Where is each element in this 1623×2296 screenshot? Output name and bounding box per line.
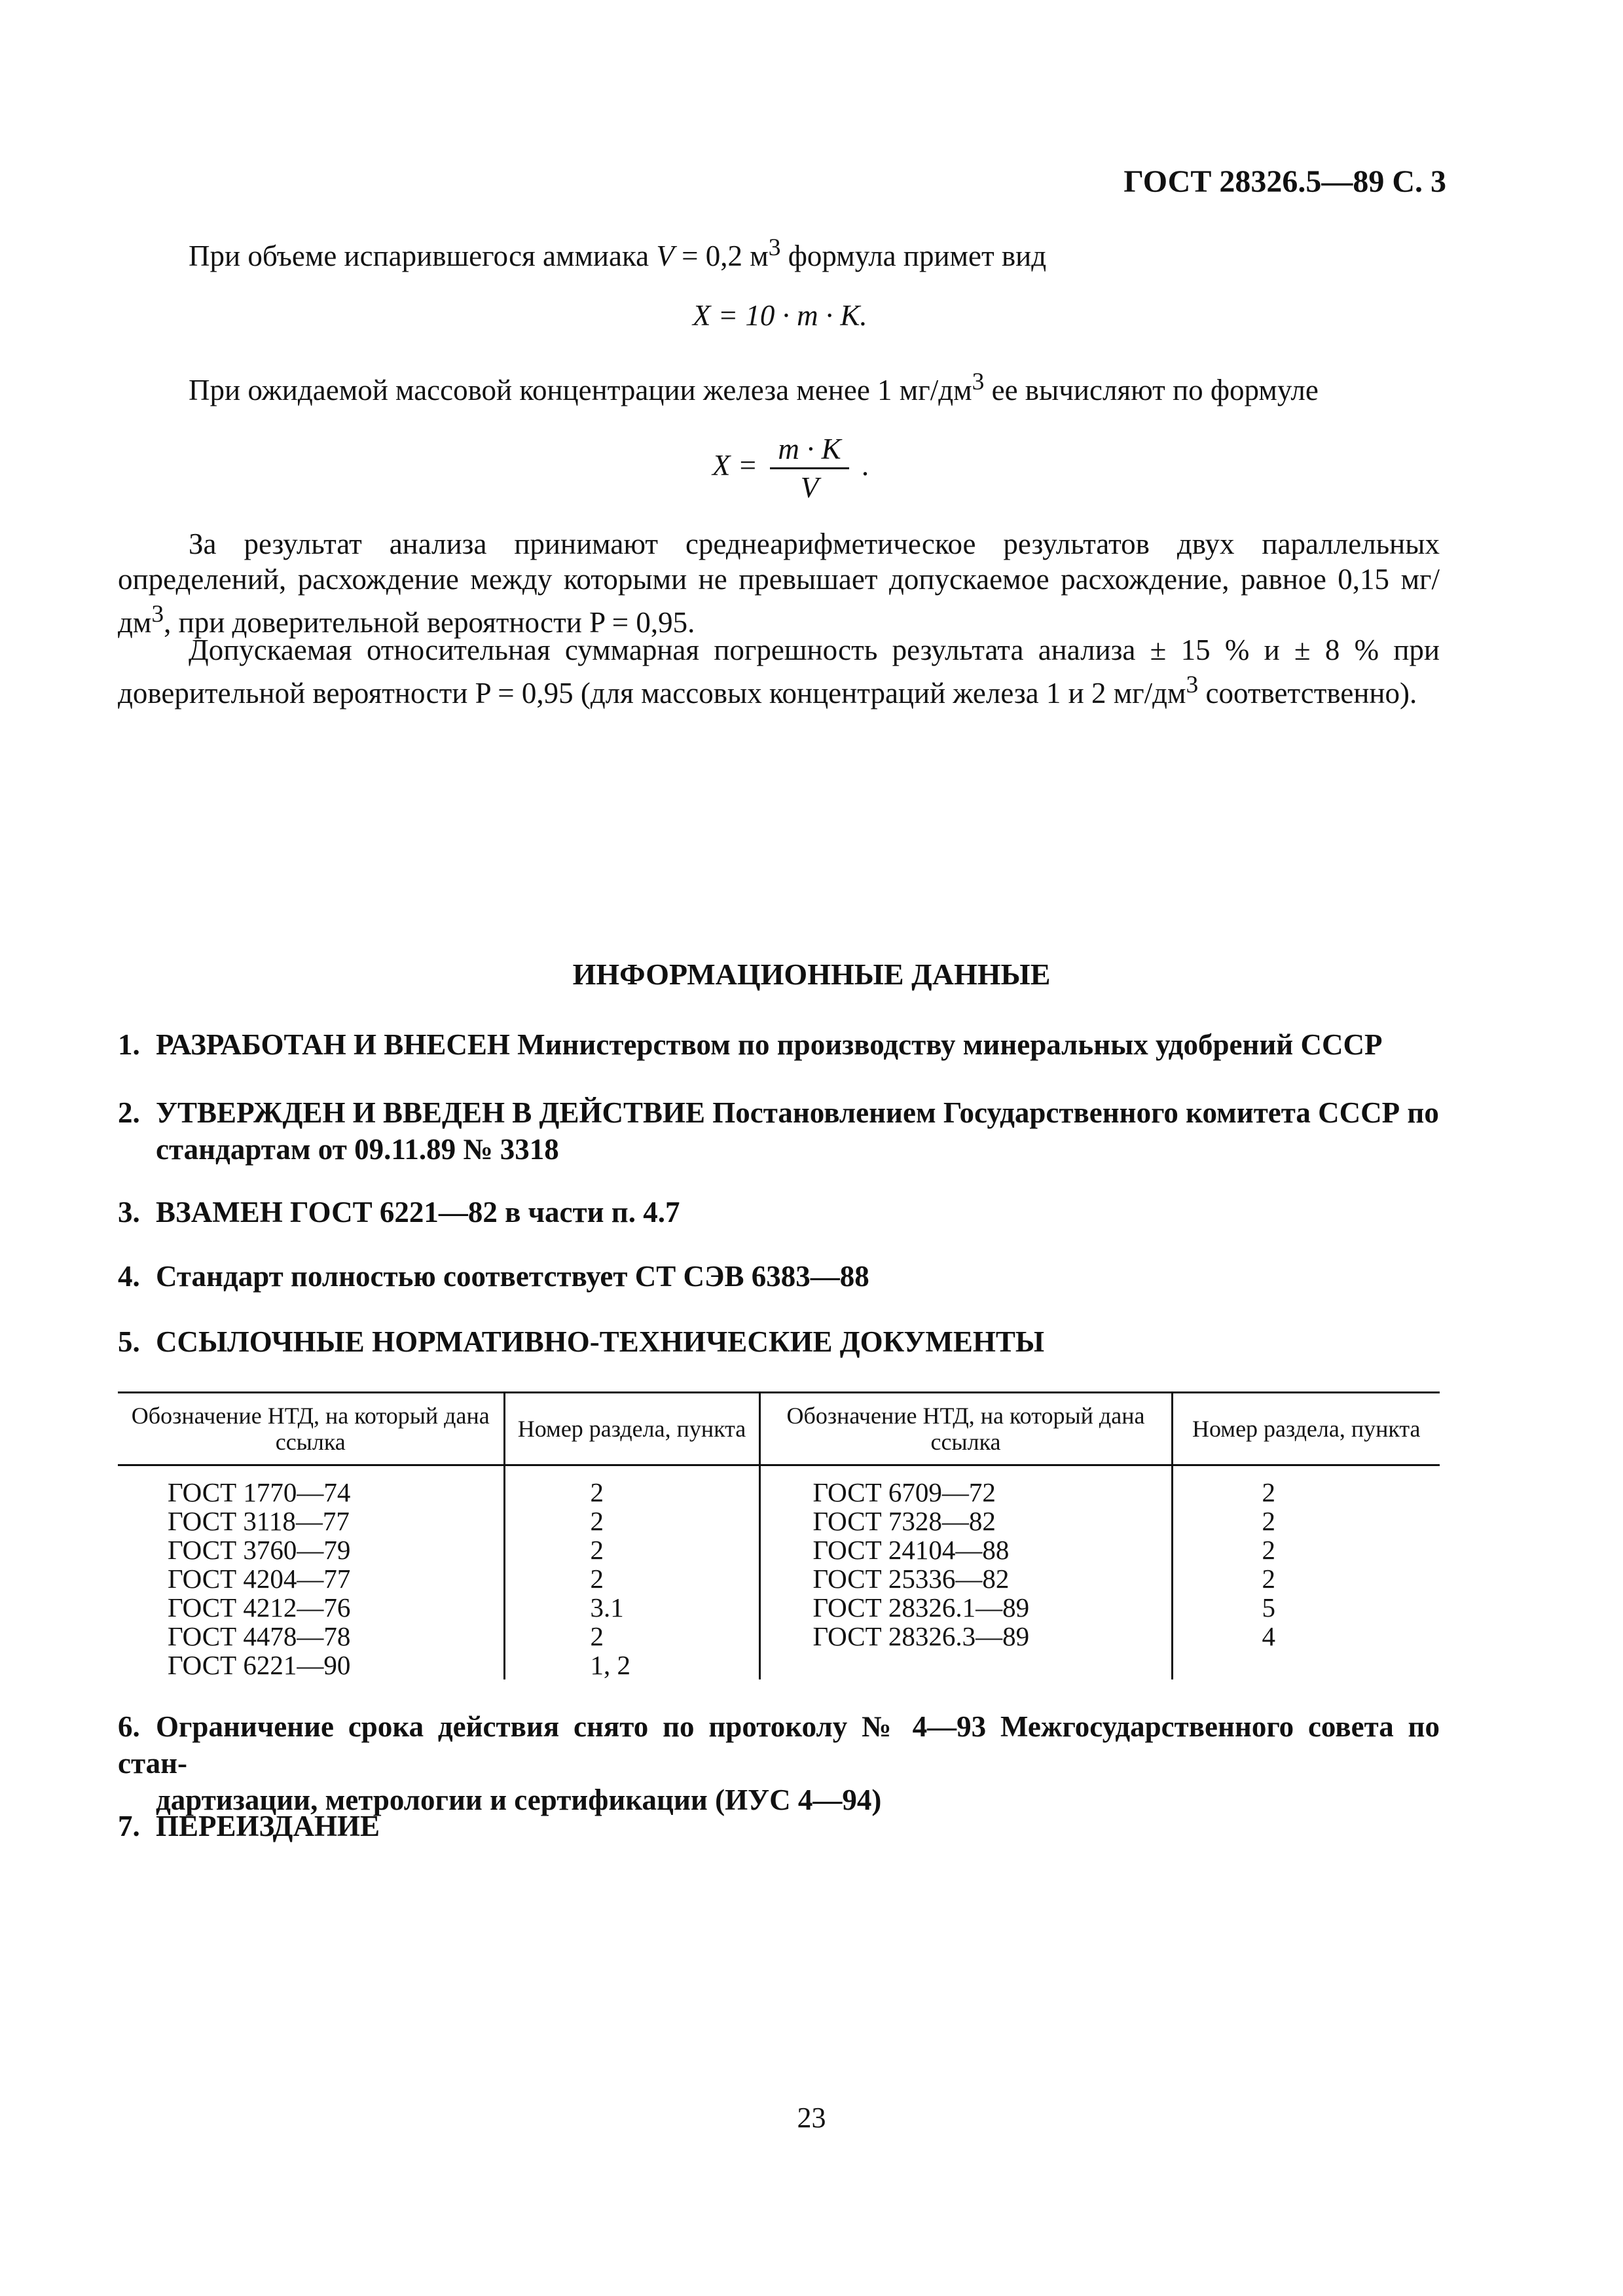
formula-2 [712, 432, 869, 505]
numerator: m · K [770, 432, 848, 469]
superscript: 3 [768, 234, 781, 261]
info-item-7 [118, 1808, 1440, 1844]
superscript: 3 [972, 368, 985, 395]
page-number: 23 [797, 2102, 826, 2134]
info-title: ИНФОРМАЦИОННЫЕ ДАННЫЕ [572, 958, 1051, 991]
list-item: ГОСТ 6221—90 [168, 1650, 351, 1680]
item-text: Ограничение срока действия снято по протоколу № 4—93 Межгосударственного совета по стан- [118, 1710, 1440, 1780]
item-text: ССЫЛОЧНЫЕ НОРМАТИВНО-ТЕХНИЧЕСКИЕ ДОКУМЕНТЫ [156, 1325, 1045, 1358]
list-item: ГОСТ 25336—82 [812, 1564, 1010, 1594]
left-sections-cell [504, 1465, 759, 1680]
info-item-1 [118, 1026, 1440, 1063]
list-item: ГОСТ 28326.1—89 [812, 1592, 1030, 1623]
item-number: 5. [118, 1325, 140, 1358]
list-item: ГОСТ 1770—74 [168, 1477, 351, 1507]
text: = 0,2 м [674, 240, 769, 272]
col-header-section-left: Номер раздела, пункта [504, 1393, 759, 1465]
item-text: ПЕРЕИЗДАНИЕ [156, 1810, 380, 1842]
list-item: ГОСТ 24104—88 [812, 1535, 1010, 1565]
item-number: 1. [118, 1028, 140, 1061]
list-item: ГОСТ 4204—77 [168, 1564, 351, 1594]
list-item: ГОСТ 28326.3—89 [812, 1621, 1030, 1651]
list-item: 2 [590, 1477, 604, 1507]
formula-end: . [861, 448, 869, 482]
table-header-row [118, 1393, 1440, 1465]
list-item: ГОСТ 3760—79 [168, 1535, 351, 1565]
list-item: 2 [590, 1564, 604, 1594]
info-item-6 [118, 1708, 1440, 1818]
item-text-cont: дартизации, метрологии и сертификации (ИУС 4—94) [156, 1784, 882, 1816]
text: При объеме испарившегося аммиака [189, 240, 657, 272]
var-v: V [656, 240, 674, 272]
item-text: Стандарт полностью соответствует СТ СЭВ 6383—88 [156, 1260, 869, 1293]
item-text: РАЗРАБОТАН И ВНЕСЕН Министерством по производству минеральных удобрений СССР [156, 1028, 1383, 1061]
item-number: 6. [118, 1710, 140, 1743]
reference-table [118, 1391, 1440, 1679]
list-item: 4 [1262, 1621, 1275, 1651]
right-sections-cell [1172, 1465, 1440, 1680]
item-number: 7. [118, 1810, 140, 1842]
item-number: 2. [118, 1096, 140, 1129]
info-item-4 [118, 1258, 1440, 1295]
info-item-3 [118, 1194, 1440, 1230]
denominator: V [800, 471, 819, 504]
col-header-doc-left: Обозначение НТД, на который дана ссылка [118, 1393, 504, 1465]
col-header-doc-right: Обозначение НТД, на который дана ссылка [759, 1393, 1172, 1465]
paragraph-low-concentration [118, 365, 1440, 408]
paragraph-error [118, 632, 1440, 711]
item-number: 3. [118, 1196, 140, 1229]
text: , при доверительной вероятности P = 0,95. [164, 606, 695, 639]
list-item: ГОСТ 4212—76 [168, 1592, 351, 1623]
list-item: 2 [1262, 1535, 1275, 1565]
list-item: 5 [1262, 1592, 1275, 1623]
list-item: 2 [590, 1621, 604, 1651]
col-header-section-right: Номер раздела, пункта [1172, 1393, 1440, 1465]
list-item: 2 [1262, 1477, 1275, 1507]
page-header: ГОСТ 28326.5—89 С. 3 [1123, 164, 1446, 199]
right-docs-cell [759, 1465, 1172, 1680]
item-text-cont: стандартам от 09.11.89 № 3318 [156, 1133, 559, 1166]
list-item: 3.1 [590, 1592, 624, 1623]
list-item: ГОСТ 7328—82 [812, 1506, 996, 1536]
item-number: 4. [118, 1260, 140, 1293]
superscript: 3 [1186, 672, 1199, 698]
text: ее вычисляют по формуле [984, 374, 1319, 406]
text: формула примет вид [780, 240, 1047, 272]
table-row [118, 1465, 1440, 1680]
list-item: 1, 2 [590, 1650, 630, 1680]
formula-lhs: X = [712, 448, 758, 482]
list-item: 2 [1262, 1506, 1275, 1536]
paragraph-result [118, 526, 1440, 640]
text: За результат анализа принимают среднеарифметическое результатов двух параллельных определений, расхождение между которыми не превышает допускаемое расхождение, равное 0,15 мг/дм [118, 528, 1440, 639]
item-text: УТВЕРЖДЕН И ВВЕДЕН В ДЕЙСТВИЕ Постановлением Государственного комитета СССР по [156, 1096, 1439, 1129]
info-item-5 [118, 1323, 1440, 1360]
item-text: ВЗАМЕН ГОСТ 6221—82 в части п. 4.7 [156, 1196, 680, 1229]
left-docs-cell [118, 1465, 504, 1680]
text: При ожидаемой массовой концентрации железа менее 1 мг/дм [189, 374, 972, 406]
formula-1: X = 10 · m · K. [693, 299, 867, 332]
info-item-2 [118, 1094, 1440, 1168]
text: соответственно). [1198, 677, 1417, 709]
list-item: ГОСТ 3118—77 [168, 1506, 350, 1536]
list-item: 2 [590, 1506, 604, 1536]
list-item: 2 [590, 1535, 604, 1565]
superscript: 3 [151, 601, 164, 628]
list-item: ГОСТ 4478—78 [168, 1621, 351, 1651]
fraction [770, 432, 848, 505]
text: Допускаемая относительная суммарная погрешность результата анализа ± 15 % и ± 8 % при доверительной вероятности P = 0,95 (для массовых концентраций железа 1 и 2 мг/дм [118, 634, 1440, 709]
list-item: ГОСТ 6709—72 [812, 1477, 996, 1507]
paragraph-volume [118, 230, 1440, 274]
list-item: 2 [1262, 1564, 1275, 1594]
